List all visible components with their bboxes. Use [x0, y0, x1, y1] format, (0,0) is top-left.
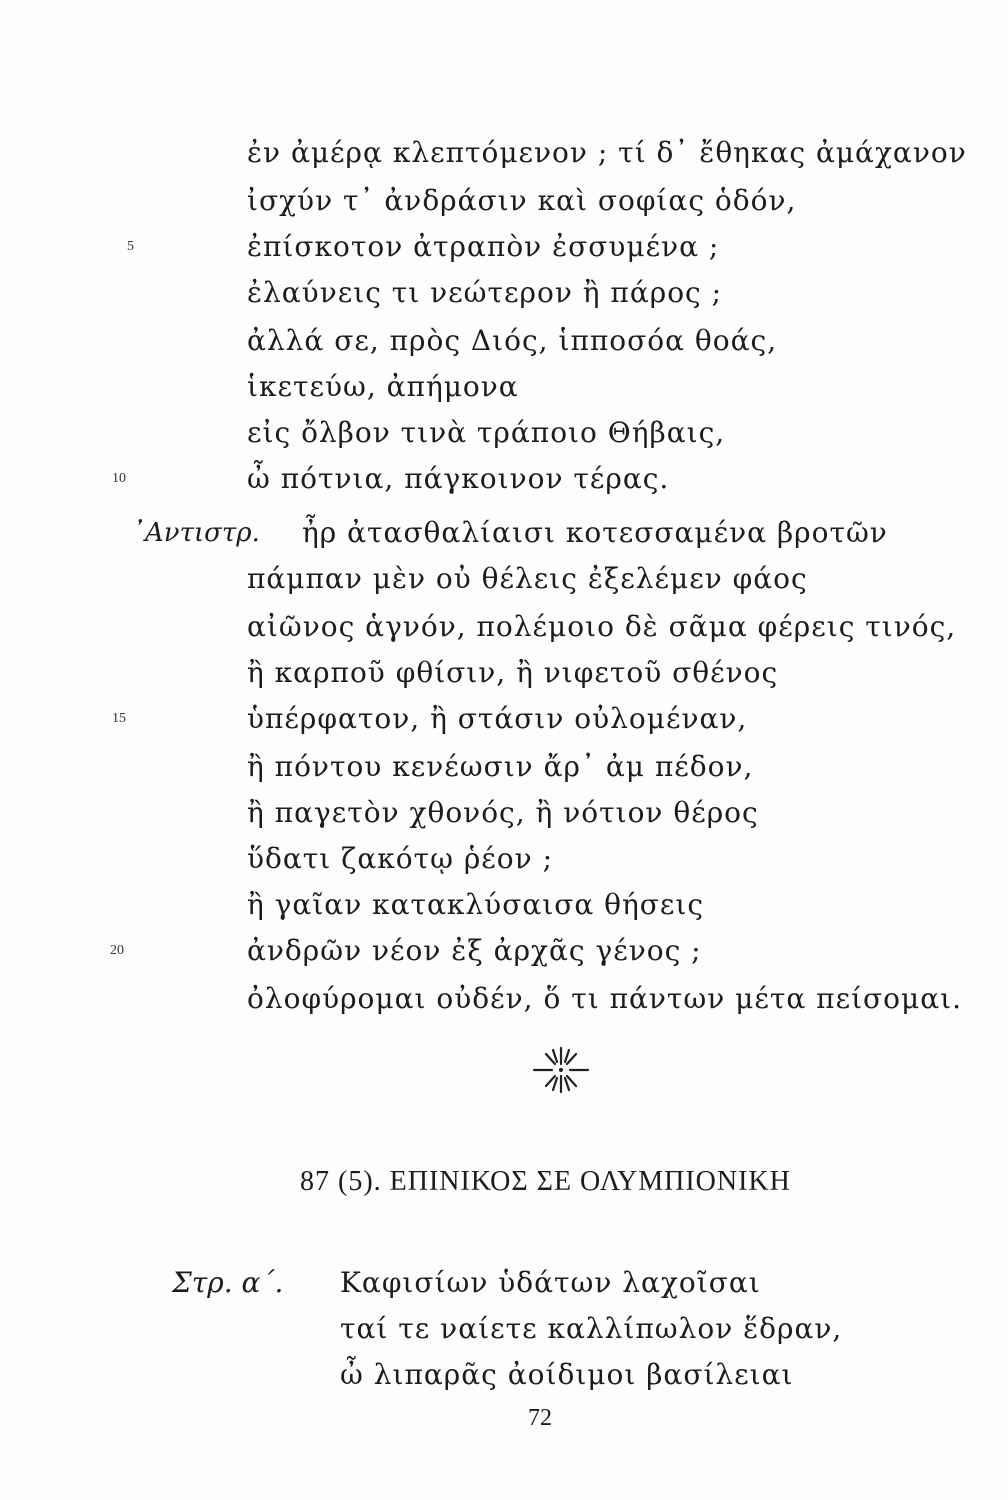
antistrophe-label: ᾽Αντιστρ. — [132, 518, 260, 548]
line-number: 5 — [127, 239, 134, 254]
page-number: 72 — [528, 1405, 552, 1431]
poem-line: ἀλλά σε, πρὸς Διός, ἱπποσόα θοάς, — [247, 324, 778, 357]
poem-line: ὕδατι ζακότῳ ῥέον ; — [247, 842, 553, 875]
poem-line: ἢ παγετὸν χθονός, ἢ νότιον θέρος — [247, 796, 759, 829]
poem-line: ἢ πόντου κενέωσιν ἄρ᾽ ἀμ πέδον, — [247, 750, 754, 783]
strophe-line: Καφισίων ὑδάτων λαχοῖσαι — [340, 1266, 761, 1299]
poem-line: ὦ πότνια, πάγκοινον τέρας. — [247, 462, 670, 495]
poem-line: ἦρ ἀτασθαλίαισι κοτεσσαμένα βροτῶν — [302, 516, 888, 549]
poem-line: ὑπέρφατον, ἢ στάσιν οὐλομέναν, — [247, 702, 748, 735]
line-number: 10 — [112, 471, 126, 486]
strophe-line: ὦ λιπαρᾶς ἀοίδιμοι βασίλειαι — [340, 1358, 794, 1391]
poem-line: ἐπίσκοτον ἀτραπὸν ἐσσυμένα ; — [247, 230, 720, 263]
poem-line: εἰς ὄλβον τινὰ τράποιο Θήβαις, — [247, 416, 726, 449]
line-number: 15 — [112, 711, 126, 726]
poem-line: αἰῶνος ἁγνόν, πολέμοιο δὲ σᾶμα φέρεις τινός, — [247, 610, 957, 643]
section-title: 87 (5). ΕΠΙΝΙΚΟΣ ΣΕ ΟΛΥΜΠΙΟΝΙΚΗ — [300, 1166, 791, 1197]
poem-line: ἐν ἀμέρᾳ κλεπτόμενον ; τί δ᾽ ἔθηκας ἀμάχανον — [247, 136, 967, 169]
strophe-label: Στρ. α΄. — [172, 1266, 284, 1299]
poem-line: ἰσχύν τ᾽ ἀνδράσιν καὶ σοφίας ὁδόν, — [247, 184, 797, 217]
star-ornament-icon — [526, 1040, 596, 1100]
poem-line: ἢ γαῖαν κατακλύσαισα θήσεις — [247, 888, 705, 921]
line-number: 20 — [110, 943, 124, 958]
poem-line: ἱκετεύω, ἀπήμονα — [247, 370, 519, 403]
poem-line: ἢ καρποῦ φθίσιν, ἢ νιφετοῦ σθένος — [247, 656, 779, 689]
strophe-line: ταί τε ναίετε καλλίπωλον ἕδραν, — [340, 1312, 843, 1345]
poem-line: ἀνδρῶν νέον ἐξ ἀρχᾶς γένος ; — [247, 934, 702, 967]
poem-line: ὀλοφύρομαι οὐδέν, ὅ τι πάντων μέτα πείσομαι. — [247, 982, 963, 1015]
poem-line: πάμπαν μὲν οὐ θέλεις ἐξελέμεν φάος — [247, 562, 808, 595]
poem-line: ἐλαύνεις τι νεώτερον ἢ πάρος ; — [247, 276, 723, 309]
